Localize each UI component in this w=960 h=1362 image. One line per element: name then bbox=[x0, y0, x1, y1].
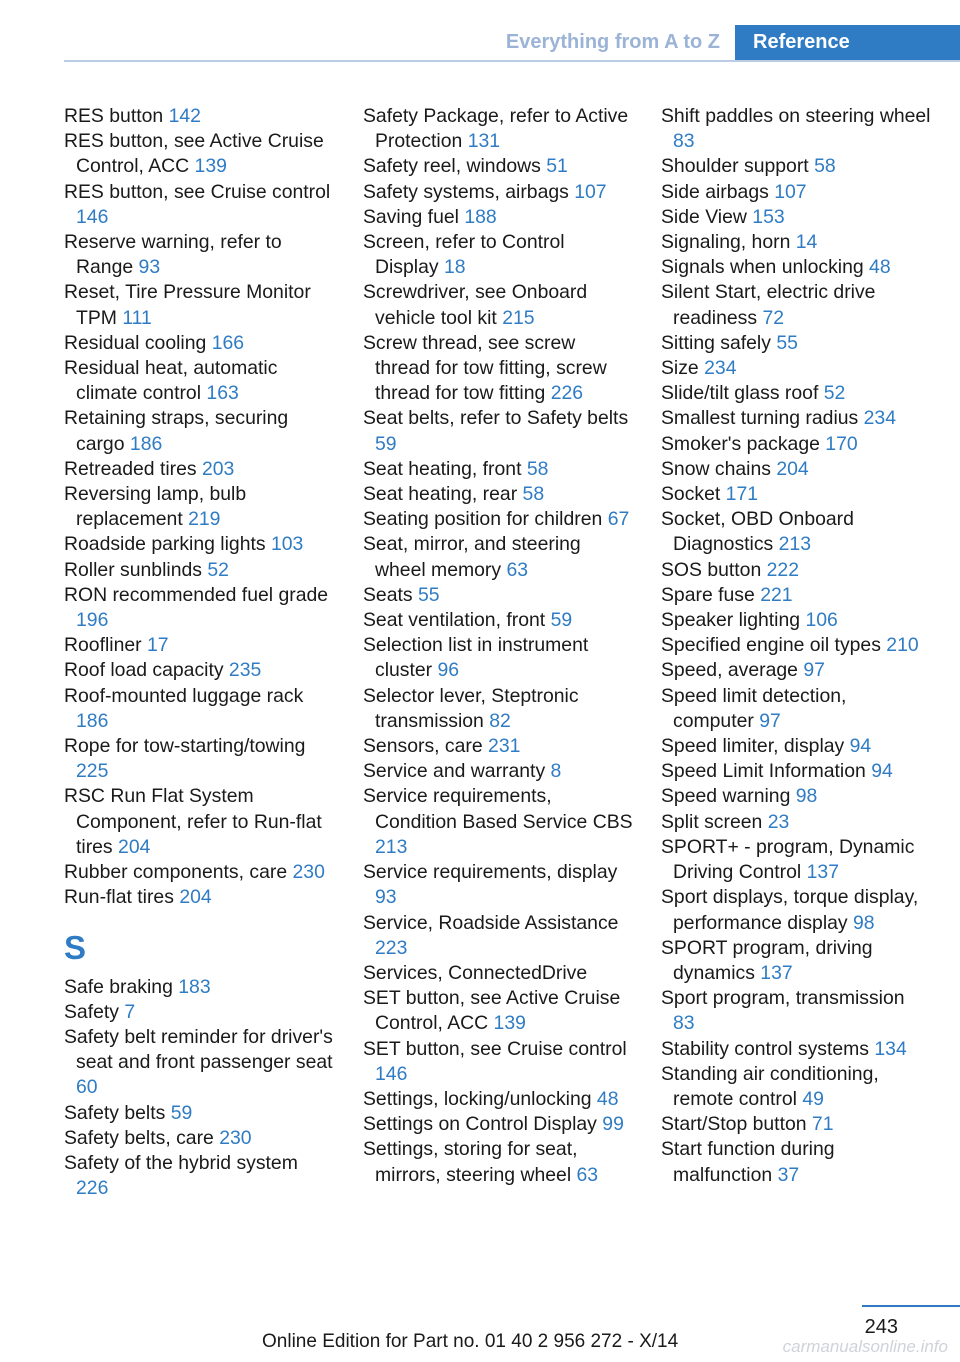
entry-term: Safety reel, windows bbox=[363, 155, 541, 178]
index-entry bbox=[64, 784, 334, 860]
index-entry bbox=[64, 975, 334, 1000]
entry-term: Safety belts bbox=[64, 1101, 166, 1124]
page-link[interactable]: 231 bbox=[488, 735, 521, 758]
index-entry bbox=[661, 1112, 931, 1137]
entry-term: Roof-mounted luggage rack bbox=[64, 684, 304, 707]
entry-term: Seat ventilation, front bbox=[363, 609, 546, 632]
page-link[interactable]: 223 bbox=[375, 936, 408, 959]
index-entry bbox=[661, 356, 931, 381]
page-link[interactable]: 97 bbox=[759, 709, 781, 732]
index-entry bbox=[363, 406, 633, 456]
index-entry bbox=[363, 1112, 633, 1137]
entry-term: Rope for tow-starting/towing bbox=[64, 735, 306, 758]
page-link[interactable]: 106 bbox=[805, 609, 838, 632]
entry-term: Size bbox=[661, 357, 699, 380]
page-link[interactable]: 146 bbox=[76, 205, 109, 228]
entry-term: Split screen bbox=[661, 810, 763, 833]
index-entry bbox=[64, 734, 334, 784]
index-entry bbox=[661, 1062, 931, 1112]
entry-term: Services, ConnectedDrive bbox=[363, 961, 588, 984]
entry-term: Shoulder support bbox=[661, 155, 809, 178]
entry-term: Selector lever, Steptronic transmission bbox=[363, 684, 579, 732]
index-entry bbox=[363, 331, 633, 407]
entry-term: Screen, refer to Control Display bbox=[363, 231, 565, 279]
page-link[interactable]: 219 bbox=[188, 508, 221, 531]
entry-term: Signaling, horn bbox=[661, 231, 791, 254]
page-link[interactable]: 99 bbox=[602, 1113, 624, 1136]
entry-term: Side airbags bbox=[661, 180, 769, 203]
page-link[interactable]: 52 bbox=[823, 382, 846, 405]
entry-term: Specified engine oil types bbox=[661, 634, 881, 657]
entry-term: RES button, see Cruise control bbox=[64, 180, 331, 203]
page-link[interactable]: 134 bbox=[874, 1037, 907, 1060]
page-link[interactable]: 52 bbox=[207, 558, 229, 581]
page-link[interactable]: 93 bbox=[375, 886, 397, 909]
page-link[interactable]: 139 bbox=[493, 1012, 526, 1035]
index-entry bbox=[661, 180, 931, 205]
entry-term: Reserve warning, refer to Range bbox=[64, 231, 282, 279]
entry-term: Reset, Tire Pressure Monitor TPM bbox=[64, 281, 311, 329]
page-link[interactable]: 170 bbox=[825, 432, 858, 455]
page-link[interactable]: 107 bbox=[774, 180, 807, 203]
entry-term: Selection list in instrument cluster bbox=[363, 634, 589, 682]
index-entry bbox=[661, 734, 931, 759]
index-entry bbox=[64, 1151, 334, 1201]
chapter-tab: Reference bbox=[735, 25, 960, 62]
index-entry bbox=[661, 432, 931, 457]
index-entry bbox=[661, 583, 931, 608]
index-entry bbox=[661, 633, 931, 658]
page-link[interactable]: 14 bbox=[795, 231, 818, 254]
index-entry bbox=[661, 154, 931, 179]
index-entry bbox=[661, 936, 931, 986]
page-link[interactable]: 51 bbox=[546, 155, 568, 178]
page-link[interactable]: 215 bbox=[502, 306, 535, 329]
index-entry bbox=[661, 1037, 931, 1062]
index-entry bbox=[64, 104, 334, 129]
index-entry bbox=[363, 911, 633, 961]
page-link[interactable]: 103 bbox=[270, 533, 304, 556]
entry-term: Smallest turning radius bbox=[661, 407, 859, 430]
index-entry bbox=[363, 280, 633, 330]
entry-term: Start/Stop button bbox=[661, 1113, 807, 1136]
index-entry bbox=[661, 230, 931, 255]
entry-term: Sensors, care bbox=[363, 735, 483, 758]
index-entry bbox=[661, 608, 931, 633]
page-link[interactable]: 163 bbox=[206, 382, 239, 405]
index-entry bbox=[661, 658, 931, 683]
index-entry bbox=[363, 759, 633, 784]
page-link[interactable]: 204 bbox=[118, 835, 151, 858]
entry-term: Retreaded tires bbox=[64, 457, 197, 480]
index-entry bbox=[64, 180, 334, 230]
page-link[interactable]: 111 bbox=[122, 306, 152, 329]
index-column-3 bbox=[661, 104, 931, 1188]
page-link[interactable]: 196 bbox=[76, 609, 109, 632]
entry-term: SET button, see Cruise control bbox=[363, 1037, 627, 1060]
index-entry bbox=[363, 180, 633, 205]
footer-rule bbox=[862, 1305, 960, 1307]
page-link[interactable]: 137 bbox=[760, 961, 793, 984]
entry-term: Roof load capacity bbox=[64, 659, 224, 682]
page-link[interactable]: 67 bbox=[607, 508, 630, 531]
entry-term: Safety belt reminder for driver's seat and front passenger seat bbox=[64, 1025, 333, 1074]
index-entry bbox=[661, 406, 931, 431]
page-link[interactable]: 188 bbox=[464, 205, 497, 228]
entry-term: Seating position for children bbox=[363, 508, 603, 531]
entry-term: SOS button bbox=[661, 558, 762, 581]
entry-term: Sport displays, torque display, performance display bbox=[661, 886, 919, 934]
page-link[interactable]: 59 bbox=[170, 1101, 193, 1124]
page-link[interactable]: 98 bbox=[795, 785, 818, 808]
watermark: carmanualsonline.info bbox=[782, 1337, 948, 1356]
index-entry bbox=[64, 230, 334, 280]
entry-term: Retaining straps, securing cargo bbox=[64, 407, 289, 455]
page-link[interactable]: 142 bbox=[168, 105, 201, 127]
entry-term: Stability control systems bbox=[661, 1037, 869, 1060]
page-link[interactable]: 23 bbox=[767, 810, 790, 833]
index-entry bbox=[64, 482, 334, 532]
index-entry bbox=[363, 784, 633, 860]
entry-term: Rubber components, care bbox=[64, 861, 288, 884]
index-entry bbox=[363, 734, 633, 759]
page-link[interactable]: 234 bbox=[704, 357, 737, 380]
entry-term: Reversing lamp, bulb replacement bbox=[64, 483, 247, 531]
page-link[interactable]: 210 bbox=[886, 634, 919, 657]
index-entry bbox=[661, 482, 931, 507]
entry-term: RSC Run Flat System Component, refer to Run-flat tires bbox=[64, 785, 322, 858]
index-column-2 bbox=[363, 104, 633, 1188]
index-entry bbox=[363, 457, 633, 482]
entry-term: SPORT+ - program, Dynamic Driving Control bbox=[661, 835, 915, 884]
entry-term: Service, Roadside Assistance bbox=[363, 911, 619, 934]
page-link[interactable]: 139 bbox=[194, 155, 227, 178]
edition-note: Online Edition for Part no. 01 40 2 956 272 - X/14 bbox=[262, 1331, 679, 1352]
index-entry bbox=[64, 356, 334, 406]
page-link[interactable]: 221 bbox=[760, 583, 793, 606]
page-link[interactable]: 55 bbox=[776, 331, 798, 354]
index-entry bbox=[363, 230, 633, 280]
entry-term: Roadside parking lights bbox=[64, 533, 266, 556]
entry-term: Roofliner bbox=[64, 634, 142, 657]
page-link[interactable]: 7 bbox=[124, 1000, 136, 1023]
index-entry bbox=[661, 784, 931, 809]
entry-term: Screw thread, see screw thread for tow fitting, screw thread for tow fitting bbox=[363, 331, 607, 405]
page-link[interactable]: 97 bbox=[803, 659, 825, 682]
page-link[interactable]: 71 bbox=[811, 1113, 834, 1136]
index-entry bbox=[661, 255, 931, 280]
entry-term: Seat heating, front bbox=[363, 457, 522, 480]
index-entry bbox=[64, 684, 334, 734]
page-link[interactable]: 171 bbox=[725, 483, 759, 506]
entry-term: Speaker lighting bbox=[661, 609, 801, 632]
page-link[interactable]: 72 bbox=[762, 306, 785, 329]
index-entry bbox=[661, 558, 931, 583]
entry-term: Snow chains bbox=[661, 457, 771, 480]
entry-term: Speed warning bbox=[661, 785, 791, 808]
page-link[interactable]: 186 bbox=[76, 709, 109, 732]
page-link[interactable]: 166 bbox=[211, 331, 245, 354]
index-entry bbox=[363, 482, 633, 507]
index-entry bbox=[363, 104, 633, 154]
index-entry bbox=[64, 331, 334, 356]
page-link[interactable]: 203 bbox=[201, 457, 235, 480]
index-entry bbox=[64, 885, 334, 910]
page-link[interactable]: 146 bbox=[375, 1062, 408, 1085]
entry-term: Residual heat, automatic climate control bbox=[64, 357, 278, 405]
page-link[interactable]: 234 bbox=[863, 407, 896, 430]
entry-term: Socket, OBD Onboard Diagnostics bbox=[661, 508, 854, 556]
page-link[interactable]: 204 bbox=[179, 886, 212, 909]
index-entry bbox=[363, 1037, 633, 1087]
page-link[interactable]: 230 bbox=[292, 861, 325, 884]
entry-term: SET button, see Active Cruise Control, ACC bbox=[363, 987, 621, 1035]
entry-term: Spare fuse bbox=[661, 583, 755, 606]
index-entry bbox=[64, 457, 334, 482]
entry-term: Seat belts, refer to Safety belts bbox=[363, 407, 629, 430]
entry-term: Settings, locking/unlocking bbox=[363, 1087, 592, 1110]
entry-term: Service requirements, Condition Based Service CBS bbox=[363, 785, 633, 833]
entry-term: Safety Package, refer to Active Protection bbox=[363, 105, 629, 153]
index-entry bbox=[661, 104, 931, 154]
page-link[interactable]: 59 bbox=[375, 432, 397, 455]
entry-term: Residual cooling bbox=[64, 331, 207, 354]
page-link[interactable]: 48 bbox=[596, 1087, 619, 1110]
entry-term: Run-flat tires bbox=[64, 886, 174, 909]
page-link[interactable]: 60 bbox=[76, 1076, 98, 1099]
index-entry bbox=[661, 507, 931, 557]
index-entry bbox=[64, 1025, 334, 1101]
page-link[interactable]: 226 bbox=[550, 382, 584, 405]
entry-term: Signals when unlocking bbox=[661, 256, 864, 279]
page-link[interactable]: 96 bbox=[437, 659, 460, 682]
index-column-1 bbox=[64, 104, 334, 1201]
index-entry bbox=[64, 1126, 334, 1151]
section-title: Everything from A to Z bbox=[505, 31, 720, 53]
entry-term: Smoker's package bbox=[661, 432, 820, 455]
page-link[interactable]: 98 bbox=[853, 911, 875, 934]
entry-term: RES button bbox=[64, 105, 164, 127]
index-entry bbox=[64, 1000, 334, 1025]
entry-term: Seats bbox=[363, 583, 413, 606]
page-link[interactable]: 183 bbox=[178, 975, 211, 998]
index-entry bbox=[661, 331, 931, 356]
page-link[interactable]: 213 bbox=[375, 835, 408, 858]
index-entry bbox=[64, 860, 334, 885]
entry-term: Saving fuel bbox=[363, 205, 459, 228]
page-link[interactable]: 93 bbox=[138, 256, 161, 279]
index-entry bbox=[661, 986, 931, 1036]
entry-term: Socket bbox=[661, 483, 721, 506]
index-entry bbox=[363, 684, 633, 734]
index-letter-heading: S bbox=[64, 928, 87, 966]
page-header bbox=[64, 25, 960, 62]
index-entry bbox=[661, 759, 931, 784]
page-link[interactable]: 131 bbox=[467, 130, 501, 153]
index-entry bbox=[64, 532, 334, 557]
page-link[interactable]: 222 bbox=[766, 558, 799, 581]
index-entry bbox=[64, 406, 334, 456]
index-entry bbox=[64, 280, 334, 330]
page-link[interactable]: 186 bbox=[129, 432, 163, 455]
index-entry bbox=[661, 280, 931, 330]
page-link[interactable]: 58 bbox=[526, 457, 549, 480]
page-link[interactable]: 83 bbox=[673, 130, 695, 153]
entry-term: Speed, average bbox=[661, 659, 798, 682]
page-link[interactable]: 55 bbox=[417, 583, 440, 606]
page-link[interactable]: 37 bbox=[777, 1163, 800, 1186]
index-entry bbox=[363, 583, 633, 608]
entry-term: Silent Start, electric drive readiness bbox=[661, 281, 876, 329]
page-link[interactable]: 235 bbox=[228, 659, 262, 682]
index-entry bbox=[661, 1137, 931, 1187]
page-link[interactable]: 82 bbox=[489, 709, 511, 732]
entry-term: Shift paddles on steering wheel bbox=[661, 105, 931, 127]
entry-term: Seat heating, rear bbox=[363, 483, 518, 506]
index-entry bbox=[363, 986, 633, 1036]
index-entry bbox=[661, 885, 931, 935]
index-entry bbox=[64, 583, 334, 633]
index-entry bbox=[661, 457, 931, 482]
index-entry bbox=[64, 633, 334, 658]
page-link[interactable]: 17 bbox=[147, 634, 169, 657]
entry-term: Service requirements, display bbox=[363, 861, 618, 884]
entry-term: Safety of the hybrid system bbox=[64, 1151, 298, 1174]
index-entry bbox=[363, 1087, 633, 1112]
page-link[interactable]: 18 bbox=[443, 256, 466, 279]
page-link[interactable]: 63 bbox=[576, 1163, 599, 1186]
index-entry bbox=[64, 1101, 334, 1126]
page-link[interactable]: 204 bbox=[776, 457, 809, 480]
entry-term: Screwdriver, see Onboard vehicle tool kit bbox=[363, 281, 588, 329]
index-entry bbox=[363, 633, 633, 683]
entry-term: RON recommended fuel grade bbox=[64, 583, 329, 606]
header-rule bbox=[64, 60, 960, 62]
page-link[interactable]: 59 bbox=[550, 609, 573, 632]
page-link[interactable]: 58 bbox=[814, 155, 836, 178]
entry-term: Speed Limit Information bbox=[661, 760, 866, 783]
page-link[interactable]: 225 bbox=[76, 760, 109, 783]
entry-term: RES button, see Active Cruise Control, ACC bbox=[64, 130, 324, 178]
entry-term: Standing air conditioning, remote control bbox=[661, 1062, 879, 1110]
index-entry bbox=[363, 532, 633, 582]
entry-term: Settings, storing for seat, mirrors, steering wheel bbox=[363, 1138, 578, 1186]
index-entry bbox=[64, 558, 334, 583]
entry-term: Safety systems, airbags bbox=[363, 180, 569, 203]
entry-term: Sport program, transmission bbox=[661, 987, 905, 1010]
index-entry bbox=[661, 684, 931, 734]
index-entry bbox=[363, 154, 633, 179]
entry-term: Side View bbox=[661, 205, 747, 228]
index-entry bbox=[661, 381, 931, 406]
entry-term: Service and warranty bbox=[363, 760, 546, 783]
page-link[interactable]: 226 bbox=[76, 1177, 109, 1200]
index-entry bbox=[363, 860, 633, 910]
index-entry bbox=[661, 835, 931, 885]
entry-term: Safety belts, care bbox=[64, 1126, 214, 1149]
index-entry bbox=[64, 658, 334, 683]
entry-term: Roller sunblinds bbox=[64, 558, 202, 581]
entry-term: Slide/tilt glass roof bbox=[661, 382, 819, 405]
index-entry bbox=[363, 608, 633, 633]
entry-term: Settings on Control Display bbox=[363, 1113, 597, 1136]
page-link[interactable]: 94 bbox=[871, 760, 893, 783]
page-link[interactable]: 137 bbox=[806, 861, 839, 884]
page-link[interactable]: 153 bbox=[752, 205, 785, 228]
page-link[interactable]: 8 bbox=[550, 760, 562, 783]
page-link[interactable]: 48 bbox=[869, 256, 891, 279]
index-entry bbox=[363, 205, 633, 230]
entry-term: Speed limit detection, computer bbox=[661, 684, 847, 732]
page-link[interactable]: 49 bbox=[802, 1087, 824, 1110]
page-link[interactable]: 107 bbox=[574, 180, 607, 203]
page-link[interactable]: 94 bbox=[849, 735, 872, 758]
index-entry bbox=[661, 810, 931, 835]
page-link[interactable]: 58 bbox=[522, 483, 545, 506]
entry-term: Sitting safely bbox=[661, 331, 771, 354]
page-link[interactable]: 230 bbox=[219, 1126, 252, 1149]
page-link[interactable]: 63 bbox=[506, 558, 529, 581]
entry-term: Start function during malfunction bbox=[661, 1138, 835, 1186]
index-entry bbox=[661, 205, 931, 230]
page-number: 243 bbox=[864, 1316, 898, 1338]
index-entry bbox=[363, 961, 633, 986]
entry-term: Safe braking bbox=[64, 975, 173, 998]
index-entry bbox=[64, 129, 334, 179]
page-link[interactable]: 83 bbox=[673, 1012, 695, 1035]
entry-term: Safety bbox=[64, 1000, 119, 1023]
page-link[interactable]: 213 bbox=[778, 533, 811, 556]
index-entry bbox=[363, 507, 633, 532]
entry-term: Seat, mirror, and steering wheel memory bbox=[363, 533, 581, 581]
entry-term: Speed limiter, display bbox=[661, 735, 845, 758]
index-entry bbox=[363, 1137, 633, 1187]
entry-term: SPORT program, driving dynamics bbox=[661, 936, 873, 984]
